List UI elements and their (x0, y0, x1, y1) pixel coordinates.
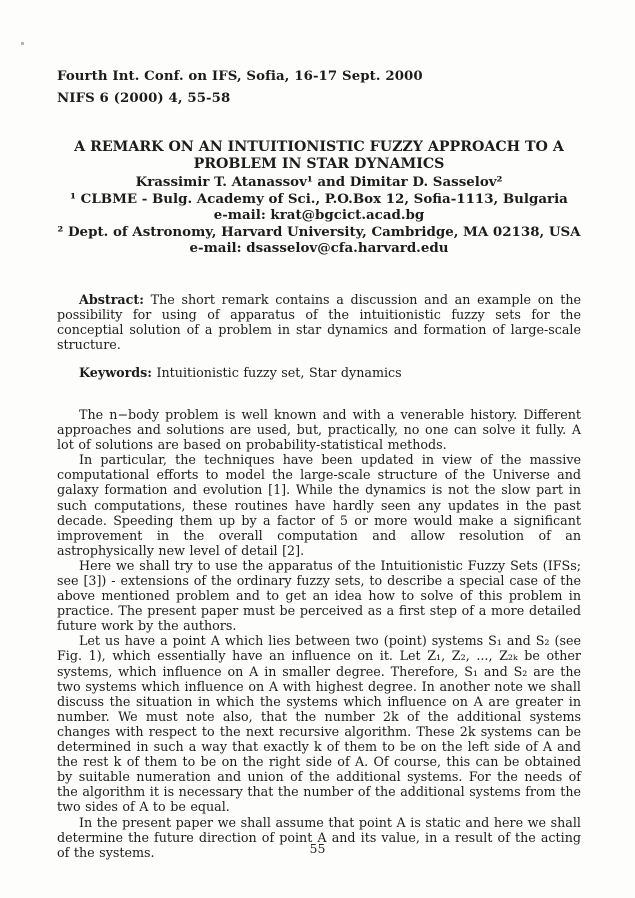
keywords-text: Intuitionistic fuzzy set, Star dynamics (151, 364, 402, 380)
scan-artifact-dot (21, 42, 24, 45)
authors-line: Krassimir T. Atanassov¹ and Dimitar D. Sasselov² (135, 174, 503, 190)
page-number: 55 (309, 841, 326, 856)
abstract-text: The short remark contains a discussion and an example on the possibility for using of apparatus of the intuitionistic fuzzy sets for the conceptial solution of a problem in star dynamics and formation of large-scale structure. (57, 291, 581, 352)
title-block (57, 139, 581, 257)
conference-line: Fourth Int. Conf. on IFS, Sofia, 16-17 Sept. 2000 (57, 69, 423, 84)
affiliation-2: ² Dept. of Astronomy, Harvard University, Cambridge, MA 02138, USA (57, 223, 581, 240)
conference-header (57, 66, 581, 110)
abstract-label: Abstract: (79, 291, 144, 307)
body-paragraph-4: Let us have a point A which lies between two (point) systems S₁ and S₂ (see Fig. 1), which essentially have an influence on it. Let Z₁, Z₂, ..., Z₂ₖ be other systems, which influence on A in smaller degree. Therefore, S₁ and S₂ are the two systems which influence on A with highest degree. In another note we shall discuss the situation in which the systems which influence on A are greater in number. We must note also, that the number 2k of the additional systems changes with respect to the next recursive algorithm. These 2k systems can be determined in such a way that exactly k of them to be on the left side of A and the rest k of them to be on the right side of A. Of course, this can be obtained by suitable numeration and union of the additional systems. For the needs of the algorithm it is necessary that the number of the additional systems from the two sides of A to be equal. (57, 633, 581, 815)
page-footer (0, 841, 635, 856)
keywords-label: Keywords: (79, 364, 152, 380)
body-paragraph-1: The n−body problem is well known and with a venerable history. Different approaches and solutions are used, but, practically, no one can solve it fully. A lot of solutions are based on probability-statistical methods. (57, 406, 581, 453)
abstract-section (57, 292, 581, 352)
paper-title: A REMARK ON AN INTUITIONISTIC FUZZY APPROACH TO A PROBLEM IN STAR DYNAMICS (74, 139, 564, 172)
body-paragraph-3: Here we shall try to use the apparatus of the Intuitionistic Fuzzy Sets (IFSs; see [3]) - extensions of the ordinary fuzzy sets, to describe a special case of the above mentioned problem and to get an idea how to solve of this problem in practice. The present paper must be perceived as a first step of a more detailed future work by the authors. (57, 557, 581, 634)
paper-body (57, 407, 581, 860)
affiliation-1: ¹ CLBME - Bulg. Academy of Sci., P.O.Box 12, Sofia-1113, Bulgaria (70, 190, 568, 207)
email-2: e-mail: dsasselov@cfa.harvard.edu (189, 240, 449, 256)
citation-line: NIFS 6 (2000) 4, 55-58 (57, 91, 231, 106)
body-paragraph-5: In the present paper we shall assume that point A is static and here we shall determine the future direction of point A and its value, in a result of the acting of the systems. (57, 814, 581, 860)
body-paragraph-2: In particular, the techniques have been updated in view of the massive computational efforts to model the large-scale structure of the Universe and galaxy formation and evolution [1]. While the dynamics is not the slow part in such computations, these routines have hardly seen any updates in the past decade. Speeding them up by a factor of 5 or more would make a significant improvement in the overall computation and allow resolution of an astrophysically new level of detail [2]. (57, 452, 581, 558)
email-1: e-mail: krat@bgcict.acad.bg (213, 207, 425, 223)
keywords-line (57, 365, 581, 380)
keywords-section (57, 365, 581, 380)
abstract-paragraph (57, 292, 581, 352)
